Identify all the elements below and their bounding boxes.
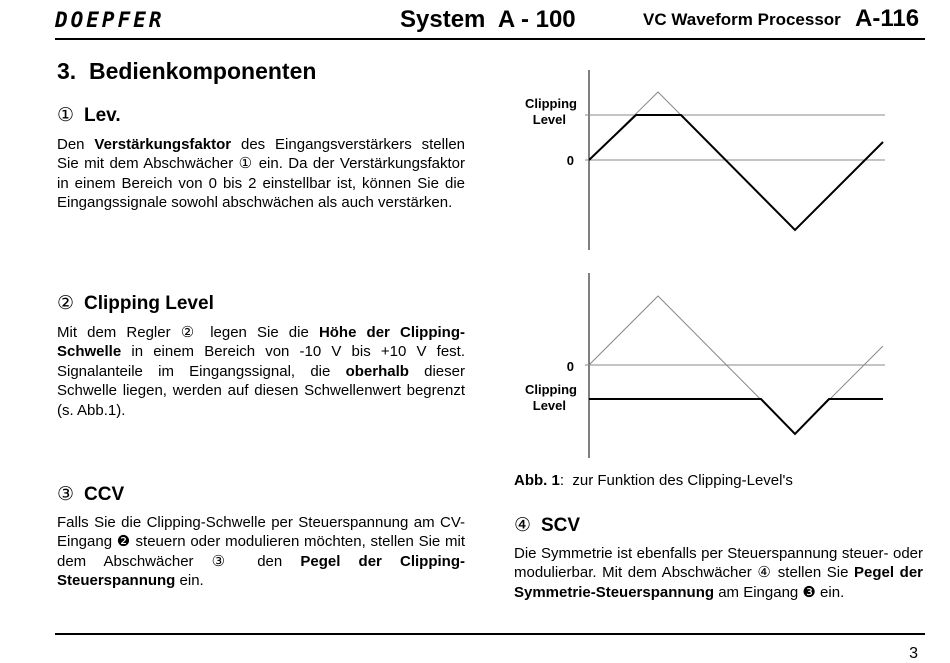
scv-number: ④ bbox=[514, 515, 532, 536]
bottom-clipping-label-line1: Clipping bbox=[525, 382, 577, 397]
clipping-heading bbox=[57, 292, 214, 315]
scv-title: SCV bbox=[541, 515, 581, 536]
clipping-paragraph: Mit dem Regler ② legen Sie die Höhe der Clipping-Schwelle in einem Bereich von -10 V bis +10 V fest. Signalanteile im Eingangssignal, die oberhalb dieser Schwelle liegen, werden auf diesen Schwellenwert begrenzt (s. Abb.1). bbox=[57, 324, 465, 419]
clipping-number: ② bbox=[57, 293, 75, 314]
top-input-triangle bbox=[589, 92, 883, 230]
section-title: 3. Bedienkomponenten bbox=[57, 58, 317, 84]
ccv-heading bbox=[57, 483, 124, 506]
figure-caption: Abb. 1: zur Funktion des Clipping-Level's bbox=[514, 472, 793, 489]
lev-number: ① bbox=[57, 105, 75, 126]
header-rule bbox=[55, 38, 925, 40]
ccv-number: ③ bbox=[57, 484, 75, 505]
system-title: System A - 100 bbox=[400, 6, 576, 33]
clipping-title: Clipping Level bbox=[84, 293, 214, 314]
lev-heading bbox=[57, 104, 121, 127]
lev-title: Lev. bbox=[84, 105, 121, 126]
scv-heading bbox=[514, 514, 580, 537]
lev-paragraph: Den Verstärkungsfaktor des Eingangsverstärkers stellen Sie mit dem Abschwächer ① ein. Da der Verstärkungsfaktor in einem Bereich von 0 bis 2 einstellbar ist, können Sie die Eingangssignale sowohl abschwächen als auch verstärken. bbox=[57, 136, 465, 212]
module-code: A-116 bbox=[855, 5, 920, 32]
top-zero-label: 0 bbox=[566, 153, 574, 168]
top-output-wave bbox=[589, 115, 883, 230]
bottom-clipping-label-line2: Level bbox=[532, 398, 566, 413]
brand-logo: DOEPFER bbox=[55, 8, 165, 32]
bottom-output-wave bbox=[589, 399, 883, 434]
bottom-zero-label: 0 bbox=[566, 359, 574, 374]
module-name: VC Waveform Processor bbox=[643, 10, 841, 29]
footer-rule bbox=[55, 633, 925, 635]
clipping-figure bbox=[500, 60, 900, 470]
top-clipping-label-line1: Clipping bbox=[525, 96, 577, 111]
ccv-title: CCV bbox=[84, 484, 125, 505]
ccv-paragraph: Falls Sie die Clipping-Schwelle per Steuerspannung am CV-Eingang ❷ steuern oder modulieren möchten, stellen Sie mit dem Abschwächer ③ den Pegel der Clipping-Steuerspannung ein. bbox=[57, 514, 465, 590]
page-number: 3 bbox=[909, 645, 918, 662]
scv-paragraph: Die Symmetrie ist ebenfalls per Steuerspannung steuer- oder modulierbar. Mit dem Abschwächer ④ stellen Sie Pegel der Symmetrie-Steuerspannung am Eingang ❸ ein. bbox=[514, 545, 924, 601]
top-clipping-label-line2: Level bbox=[532, 112, 566, 127]
